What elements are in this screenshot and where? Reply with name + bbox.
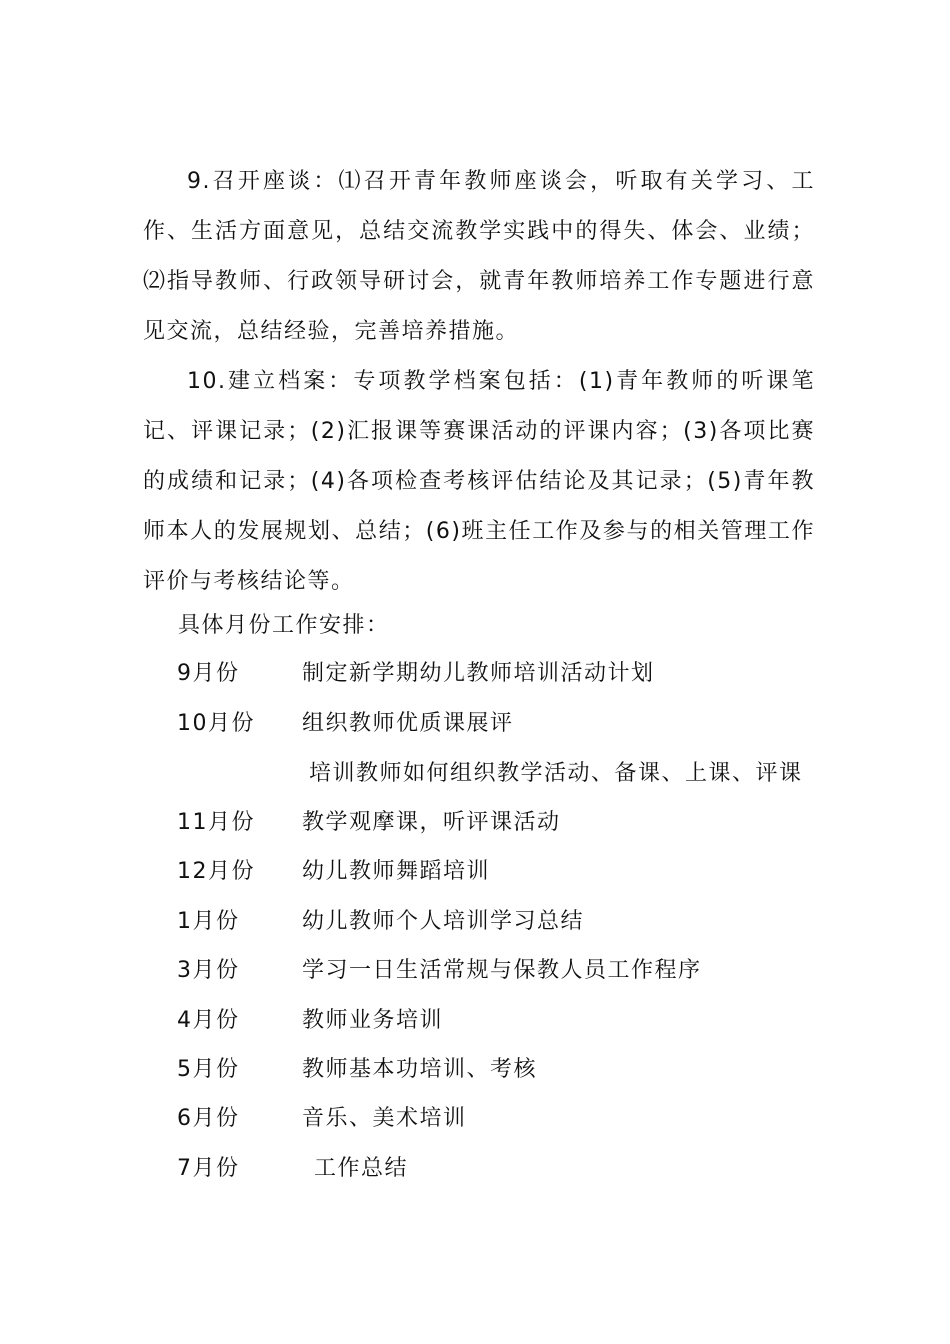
schedule-task: 幼儿教师个人培训学习总结 (302, 909, 585, 934)
paragraph-item-9-text: 9.召开座谈：⑴召开青年教师座谈会，听取有关学习、工作、生活方面意见，总结交流教学实践中的得失、体会、业绩；⑵指导教师、行政领导研讨会，就青年教师培养工作专题进行意见交流，总结经验，完善培养措施。 (143, 169, 815, 344)
schedule-month: 9月份 (177, 661, 240, 686)
schedule-month: 1月份 (177, 909, 240, 934)
schedule-task: 音乐、美术培训 (302, 1106, 467, 1131)
paragraph-item-10 (143, 357, 815, 607)
schedule-heading: 具体月份工作安排： (178, 613, 390, 638)
schedule-task: 工作总结 (314, 1156, 409, 1181)
schedule-task: 教师基本功培训、考核 (302, 1057, 538, 1082)
schedule-task: 学习一日生活常规与保教人员工作程序 (302, 958, 702, 983)
schedule-row (0, 902, 950, 942)
schedule-row (0, 951, 950, 991)
schedule-row (0, 1050, 950, 1090)
schedule-row (0, 704, 950, 744)
schedule-month: 10月份 (177, 711, 255, 736)
schedule-task: 教学观摩课，听评课活动 (302, 810, 561, 835)
schedule-task: 组织教师优质课展评 (302, 711, 514, 736)
schedule-row (0, 654, 950, 694)
schedule-row (0, 1001, 950, 1041)
schedule-month: 3月份 (177, 958, 240, 983)
schedule-row (0, 754, 950, 794)
schedule-month: 6月份 (177, 1106, 240, 1131)
schedule-row (0, 803, 950, 843)
schedule-task: 教师业务培训 (302, 1008, 444, 1033)
paragraph-item-9 (143, 157, 815, 357)
schedule-task: 幼儿教师舞蹈培训 (302, 859, 491, 884)
schedule-task: 培训教师如何组织教学活动、备课、上课、评课 (309, 761, 803, 786)
schedule-month: 11月份 (177, 810, 255, 835)
schedule-row (0, 1149, 950, 1189)
schedule-task: 制定新学期幼儿教师培训活动计划 (302, 661, 655, 686)
schedule-row (0, 1099, 950, 1139)
paragraph-item-10-text: 10.建立档案：专项教学档案包括：(1)青年教师的听课笔记、评课记录；(2)汇报课等赛课活动的评课内容；(3)各项比赛的成绩和记录；(4)各项检查考核评估结论及其记录；(5)青年教师本人的发展规划、总结；(6)班主任工作及参与的相关管理工作评价与考核结论等。 (143, 369, 815, 594)
schedule-month: 5月份 (177, 1057, 240, 1082)
schedule-month: 12月份 (177, 859, 255, 884)
schedule-month: 4月份 (177, 1008, 240, 1033)
schedule-row (0, 852, 950, 892)
schedule-month: 7月份 (177, 1156, 240, 1181)
